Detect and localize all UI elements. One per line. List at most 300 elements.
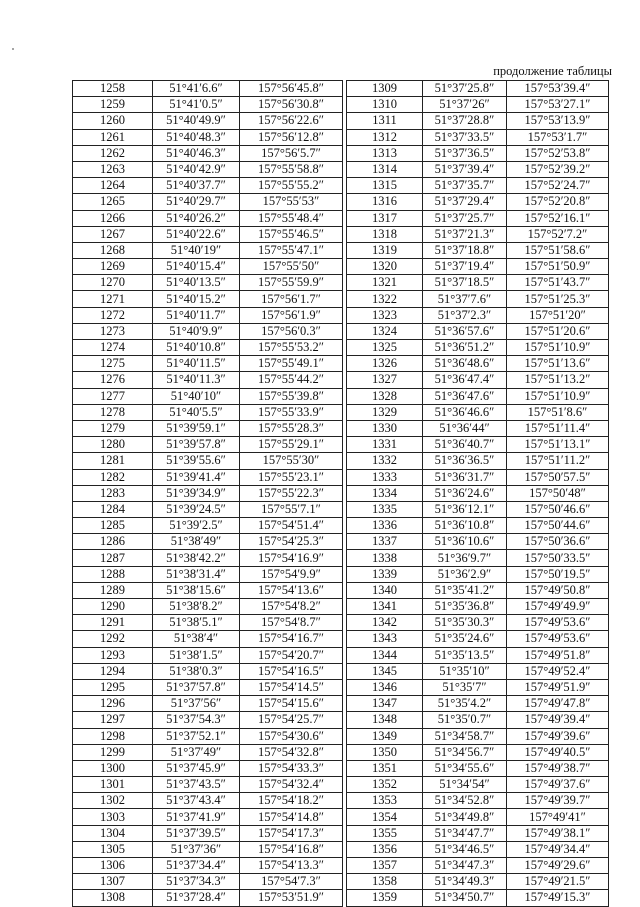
latitude-cell: 51°36′47.4″ bbox=[423, 372, 507, 388]
latitude-cell: 51°41′6.6″ bbox=[153, 81, 240, 97]
point-number-cell: 1278 bbox=[73, 404, 153, 420]
table-row bbox=[73, 663, 343, 679]
point-number-cell: 1281 bbox=[73, 453, 153, 469]
table-row bbox=[73, 501, 343, 517]
table-row bbox=[73, 874, 343, 890]
longitude-cell: 157°52′7.2″ bbox=[507, 226, 609, 242]
coordinates-table-left bbox=[72, 80, 343, 907]
longitude-cell: 157°49′39.4″ bbox=[507, 712, 609, 728]
table-row bbox=[347, 793, 609, 809]
longitude-cell: 157°50′19.5″ bbox=[507, 566, 609, 582]
longitude-cell: 157°54′51.4″ bbox=[240, 518, 343, 534]
table-row bbox=[347, 340, 609, 356]
point-number-cell: 1304 bbox=[73, 825, 153, 841]
table-row bbox=[347, 777, 609, 793]
latitude-cell: 51°34′46.5″ bbox=[423, 841, 507, 857]
longitude-cell: 157°54′30.6″ bbox=[240, 728, 343, 744]
coordinates-table-right bbox=[346, 80, 609, 907]
point-number-cell: 1300 bbox=[73, 760, 153, 776]
latitude-cell: 51°37′29.4″ bbox=[423, 194, 507, 210]
longitude-cell: 157°51′10.9″ bbox=[507, 388, 609, 404]
point-number-cell: 1280 bbox=[73, 437, 153, 453]
table-row bbox=[347, 679, 609, 695]
point-number-cell: 1335 bbox=[347, 501, 423, 517]
table-row bbox=[347, 744, 609, 760]
point-number-cell: 1353 bbox=[347, 793, 423, 809]
point-number-cell: 1299 bbox=[73, 744, 153, 760]
latitude-cell: 51°38′0.3″ bbox=[153, 663, 240, 679]
longitude-cell: 157°55′46.5″ bbox=[240, 226, 343, 242]
point-number-cell: 1339 bbox=[347, 566, 423, 582]
latitude-cell: 51°37′25.8″ bbox=[423, 81, 507, 97]
point-number-cell: 1276 bbox=[73, 372, 153, 388]
latitude-cell: 51°34′55.6″ bbox=[423, 760, 507, 776]
longitude-cell: 157°55′47.1″ bbox=[240, 242, 343, 258]
point-number-cell: 1344 bbox=[347, 647, 423, 663]
coordinates-table-left-body bbox=[73, 81, 343, 907]
latitude-cell: 51°39′57.8″ bbox=[153, 437, 240, 453]
point-number-cell: 1312 bbox=[347, 129, 423, 145]
latitude-cell: 51°37′2.3″ bbox=[423, 307, 507, 323]
table-row bbox=[347, 890, 609, 906]
table-row bbox=[347, 825, 609, 841]
latitude-cell: 51°34′58.7″ bbox=[423, 728, 507, 744]
point-number-cell: 1288 bbox=[73, 566, 153, 582]
latitude-cell: 51°40′37.7″ bbox=[153, 178, 240, 194]
table-row bbox=[347, 145, 609, 161]
latitude-cell: 51°40′13.5″ bbox=[153, 275, 240, 291]
point-number-cell: 1305 bbox=[73, 841, 153, 857]
table-row bbox=[347, 534, 609, 550]
table-row bbox=[347, 307, 609, 323]
table-row bbox=[73, 437, 343, 453]
point-number-cell: 1283 bbox=[73, 485, 153, 501]
table-row bbox=[347, 291, 609, 307]
point-number-cell: 1331 bbox=[347, 437, 423, 453]
latitude-cell: 51°37′18.5″ bbox=[423, 275, 507, 291]
latitude-cell: 51°36′36.5″ bbox=[423, 453, 507, 469]
latitude-cell: 51°36′46.6″ bbox=[423, 404, 507, 420]
table-row bbox=[73, 210, 343, 226]
latitude-cell: 51°38′49″ bbox=[153, 534, 240, 550]
coordinates-table-right-body bbox=[347, 81, 609, 907]
longitude-cell: 157°51′10.9″ bbox=[507, 340, 609, 356]
point-number-cell: 1330 bbox=[347, 420, 423, 436]
latitude-cell: 51°37′36.5″ bbox=[423, 145, 507, 161]
point-number-cell: 1357 bbox=[347, 858, 423, 874]
point-number-cell: 1328 bbox=[347, 388, 423, 404]
point-number-cell: 1329 bbox=[347, 404, 423, 420]
point-number-cell: 1313 bbox=[347, 145, 423, 161]
point-number-cell: 1259 bbox=[73, 97, 153, 113]
latitude-cell: 51°37′34.4″ bbox=[153, 858, 240, 874]
longitude-cell: 157°56′22.6″ bbox=[240, 113, 343, 129]
table-row bbox=[347, 550, 609, 566]
longitude-cell: 157°49′50.8″ bbox=[507, 582, 609, 598]
longitude-cell: 157°56′1.9″ bbox=[240, 307, 343, 323]
longitude-cell: 157°55′29.1″ bbox=[240, 437, 343, 453]
table-row bbox=[73, 679, 343, 695]
longitude-cell: 157°50′46.6″ bbox=[507, 501, 609, 517]
latitude-cell: 51°36′48.6″ bbox=[423, 356, 507, 372]
table-row bbox=[73, 97, 343, 113]
point-number-cell: 1309 bbox=[347, 81, 423, 97]
latitude-cell: 51°36′51.2″ bbox=[423, 340, 507, 356]
point-number-cell: 1351 bbox=[347, 760, 423, 776]
longitude-cell: 157°49′53.6″ bbox=[507, 631, 609, 647]
latitude-cell: 51°40′11.5″ bbox=[153, 356, 240, 372]
table-row bbox=[347, 210, 609, 226]
point-number-cell: 1323 bbox=[347, 307, 423, 323]
latitude-cell: 51°35′30.3″ bbox=[423, 615, 507, 631]
table-row bbox=[73, 404, 343, 420]
longitude-cell: 157°54′14.8″ bbox=[240, 809, 343, 825]
point-number-cell: 1350 bbox=[347, 744, 423, 760]
longitude-cell: 157°49′39.7″ bbox=[507, 793, 609, 809]
latitude-cell: 51°39′59.1″ bbox=[153, 420, 240, 436]
longitude-cell: 157°53′27.1″ bbox=[507, 97, 609, 113]
table-row bbox=[73, 178, 343, 194]
latitude-cell: 51°37′34.3″ bbox=[153, 874, 240, 890]
table-row bbox=[73, 582, 343, 598]
longitude-cell: 157°52′24.7″ bbox=[507, 178, 609, 194]
point-number-cell: 1279 bbox=[73, 420, 153, 436]
latitude-cell: 51°40′10″ bbox=[153, 388, 240, 404]
longitude-cell: 157°53′1.7″ bbox=[507, 129, 609, 145]
longitude-cell: 157°56′12.8″ bbox=[240, 129, 343, 145]
latitude-cell: 51°36′24.6″ bbox=[423, 485, 507, 501]
latitude-cell: 51°35′10″ bbox=[423, 663, 507, 679]
table-row bbox=[73, 760, 343, 776]
table-row bbox=[347, 453, 609, 469]
latitude-cell: 51°34′47.3″ bbox=[423, 858, 507, 874]
table-row bbox=[73, 145, 343, 161]
longitude-cell: 157°54′17.3″ bbox=[240, 825, 343, 841]
point-number-cell: 1334 bbox=[347, 485, 423, 501]
point-number-cell: 1298 bbox=[73, 728, 153, 744]
point-number-cell: 1291 bbox=[73, 615, 153, 631]
longitude-cell: 157°54′8.2″ bbox=[240, 599, 343, 615]
point-number-cell: 1319 bbox=[347, 242, 423, 258]
table-row bbox=[73, 485, 343, 501]
point-number-cell: 1272 bbox=[73, 307, 153, 323]
point-number-cell: 1295 bbox=[73, 679, 153, 695]
point-number-cell: 1337 bbox=[347, 534, 423, 550]
point-number-cell: 1354 bbox=[347, 809, 423, 825]
latitude-cell: 51°35′13.5″ bbox=[423, 647, 507, 663]
table-row bbox=[347, 696, 609, 712]
longitude-cell: 157°56′30.8″ bbox=[240, 97, 343, 113]
latitude-cell: 51°40′5.5″ bbox=[153, 404, 240, 420]
longitude-cell: 157°49′38.1″ bbox=[507, 825, 609, 841]
longitude-cell: 157°49′51.8″ bbox=[507, 647, 609, 663]
longitude-cell: 157°53′51.9″ bbox=[240, 890, 343, 906]
table-row bbox=[347, 226, 609, 242]
longitude-cell: 157°49′37.6″ bbox=[507, 777, 609, 793]
point-number-cell: 1266 bbox=[73, 210, 153, 226]
longitude-cell: 157°55′22.3″ bbox=[240, 485, 343, 501]
longitude-cell: 157°54′15.6″ bbox=[240, 696, 343, 712]
longitude-cell: 157°54′16.7″ bbox=[240, 631, 343, 647]
longitude-cell: 157°51′13.1″ bbox=[507, 437, 609, 453]
point-number-cell: 1262 bbox=[73, 145, 153, 161]
table-row bbox=[73, 388, 343, 404]
latitude-cell: 51°35′0.7″ bbox=[423, 712, 507, 728]
longitude-cell: 157°56′5.7″ bbox=[240, 145, 343, 161]
table-row bbox=[73, 453, 343, 469]
point-number-cell: 1338 bbox=[347, 550, 423, 566]
latitude-cell: 51°40′9.9″ bbox=[153, 323, 240, 339]
point-number-cell: 1271 bbox=[73, 291, 153, 307]
longitude-cell: 157°55′23.1″ bbox=[240, 469, 343, 485]
latitude-cell: 51°34′50.7″ bbox=[423, 890, 507, 906]
latitude-cell: 51°40′15.4″ bbox=[153, 259, 240, 275]
latitude-cell: 51°37′52.1″ bbox=[153, 728, 240, 744]
point-number-cell: 1316 bbox=[347, 194, 423, 210]
table-row bbox=[73, 696, 343, 712]
table-continuation-caption: продолжение таблицы bbox=[493, 64, 612, 78]
longitude-cell: 157°51′8.6″ bbox=[507, 404, 609, 420]
point-number-cell: 1267 bbox=[73, 226, 153, 242]
point-number-cell: 1307 bbox=[73, 874, 153, 890]
table-row bbox=[347, 404, 609, 420]
table-row bbox=[347, 275, 609, 291]
latitude-cell: 51°35′36.8″ bbox=[423, 599, 507, 615]
latitude-cell: 51°36′10.8″ bbox=[423, 518, 507, 534]
latitude-cell: 51°36′44″ bbox=[423, 420, 507, 436]
table-row bbox=[73, 129, 343, 145]
latitude-cell: 51°37′18.8″ bbox=[423, 242, 507, 258]
longitude-cell: 157°52′39.2″ bbox=[507, 161, 609, 177]
longitude-cell: 157°56′0.3″ bbox=[240, 323, 343, 339]
latitude-cell: 51°34′49.8″ bbox=[423, 809, 507, 825]
point-number-cell: 1311 bbox=[347, 113, 423, 129]
point-number-cell: 1261 bbox=[73, 129, 153, 145]
point-number-cell: 1314 bbox=[347, 161, 423, 177]
point-number-cell: 1320 bbox=[347, 259, 423, 275]
table-row bbox=[347, 728, 609, 744]
longitude-cell: 157°54′33.3″ bbox=[240, 760, 343, 776]
latitude-cell: 51°37′41.9″ bbox=[153, 809, 240, 825]
point-number-cell: 1349 bbox=[347, 728, 423, 744]
point-number-cell: 1282 bbox=[73, 469, 153, 485]
longitude-cell: 157°49′21.5″ bbox=[507, 874, 609, 890]
longitude-cell: 157°49′39.6″ bbox=[507, 728, 609, 744]
longitude-cell: 157°54′13.6″ bbox=[240, 582, 343, 598]
longitude-cell: 157°55′30″ bbox=[240, 453, 343, 469]
longitude-cell: 157°49′49.9″ bbox=[507, 599, 609, 615]
table-row bbox=[73, 647, 343, 663]
table-row bbox=[347, 518, 609, 534]
longitude-cell: 157°55′44.2″ bbox=[240, 372, 343, 388]
longitude-cell: 157°54′32.8″ bbox=[240, 744, 343, 760]
longitude-cell: 157°49′40.5″ bbox=[507, 744, 609, 760]
longitude-cell: 157°50′48″ bbox=[507, 485, 609, 501]
table-row bbox=[347, 437, 609, 453]
latitude-cell: 51°37′54.3″ bbox=[153, 712, 240, 728]
point-number-cell: 1348 bbox=[347, 712, 423, 728]
table-row bbox=[347, 178, 609, 194]
longitude-cell: 157°55′28.3″ bbox=[240, 420, 343, 436]
table-row bbox=[73, 825, 343, 841]
latitude-cell: 51°40′42.9″ bbox=[153, 161, 240, 177]
point-number-cell: 1292 bbox=[73, 631, 153, 647]
latitude-cell: 51°36′40.7″ bbox=[423, 437, 507, 453]
longitude-cell: 157°51′20″ bbox=[507, 307, 609, 323]
table-row bbox=[73, 81, 343, 97]
table-row bbox=[73, 161, 343, 177]
latitude-cell: 51°38′8.2″ bbox=[153, 599, 240, 615]
longitude-cell: 157°51′11.2″ bbox=[507, 453, 609, 469]
table-row bbox=[347, 615, 609, 631]
latitude-cell: 51°38′42.2″ bbox=[153, 550, 240, 566]
latitude-cell: 51°37′39.5″ bbox=[153, 825, 240, 841]
table-row bbox=[347, 809, 609, 825]
longitude-cell: 157°51′25.3″ bbox=[507, 291, 609, 307]
point-number-cell: 1289 bbox=[73, 582, 153, 598]
latitude-cell: 51°36′57.6″ bbox=[423, 323, 507, 339]
longitude-cell: 157°51′58.6″ bbox=[507, 242, 609, 258]
longitude-cell: 157°55′39.8″ bbox=[240, 388, 343, 404]
point-number-cell: 1265 bbox=[73, 194, 153, 210]
latitude-cell: 51°37′57.8″ bbox=[153, 679, 240, 695]
longitude-cell: 157°54′9.9″ bbox=[240, 566, 343, 582]
point-number-cell: 1273 bbox=[73, 323, 153, 339]
table-row bbox=[73, 275, 343, 291]
table-row bbox=[347, 599, 609, 615]
latitude-cell: 51°39′2.5″ bbox=[153, 518, 240, 534]
table-row bbox=[347, 242, 609, 258]
latitude-cell: 51°34′49.3″ bbox=[423, 874, 507, 890]
latitude-cell: 51°36′47.6″ bbox=[423, 388, 507, 404]
table-row bbox=[73, 599, 343, 615]
longitude-cell: 157°51′50.9″ bbox=[507, 259, 609, 275]
longitude-cell: 157°52′20.8″ bbox=[507, 194, 609, 210]
table-row bbox=[73, 744, 343, 760]
point-number-cell: 1341 bbox=[347, 599, 423, 615]
latitude-cell: 51°39′24.5″ bbox=[153, 501, 240, 517]
table-row bbox=[347, 161, 609, 177]
table-row bbox=[73, 841, 343, 857]
longitude-cell: 157°54′8.7″ bbox=[240, 615, 343, 631]
table-row bbox=[73, 372, 343, 388]
table-row bbox=[347, 485, 609, 501]
point-number-cell: 1284 bbox=[73, 501, 153, 517]
table-row bbox=[73, 113, 343, 129]
point-number-cell: 1306 bbox=[73, 858, 153, 874]
latitude-cell: 51°38′31.4″ bbox=[153, 566, 240, 582]
table-row bbox=[73, 420, 343, 436]
point-number-cell: 1264 bbox=[73, 178, 153, 194]
longitude-cell: 157°54′32.4″ bbox=[240, 777, 343, 793]
table-row bbox=[347, 323, 609, 339]
longitude-cell: 157°49′34.4″ bbox=[507, 841, 609, 857]
table-row bbox=[73, 615, 343, 631]
longitude-cell: 157°54′16.9″ bbox=[240, 550, 343, 566]
point-number-cell: 1343 bbox=[347, 631, 423, 647]
table-row bbox=[347, 582, 609, 598]
latitude-cell: 51°37′49″ bbox=[153, 744, 240, 760]
point-number-cell: 1318 bbox=[347, 226, 423, 242]
longitude-cell: 157°55′7.1″ bbox=[240, 501, 343, 517]
table-row bbox=[347, 874, 609, 890]
longitude-cell: 157°52′53.8″ bbox=[507, 145, 609, 161]
latitude-cell: 51°41′0.5″ bbox=[153, 97, 240, 113]
latitude-cell: 51°36′31.7″ bbox=[423, 469, 507, 485]
table-row bbox=[73, 728, 343, 744]
point-number-cell: 1325 bbox=[347, 340, 423, 356]
table-row bbox=[347, 663, 609, 679]
longitude-cell: 157°50′36.6″ bbox=[507, 534, 609, 550]
longitude-cell: 157°49′51.9″ bbox=[507, 679, 609, 695]
table-row bbox=[73, 259, 343, 275]
table-row bbox=[73, 469, 343, 485]
table-row bbox=[73, 307, 343, 323]
latitude-cell: 51°37′25.7″ bbox=[423, 210, 507, 226]
latitude-cell: 51°37′7.6″ bbox=[423, 291, 507, 307]
latitude-cell: 51°35′7″ bbox=[423, 679, 507, 695]
latitude-cell: 51°34′52.8″ bbox=[423, 793, 507, 809]
point-number-cell: 1286 bbox=[73, 534, 153, 550]
table-row bbox=[73, 242, 343, 258]
longitude-cell: 157°49′41″ bbox=[507, 809, 609, 825]
latitude-cell: 51°40′11.3″ bbox=[153, 372, 240, 388]
longitude-cell: 157°50′33.5″ bbox=[507, 550, 609, 566]
point-number-cell: 1297 bbox=[73, 712, 153, 728]
table-row bbox=[73, 858, 343, 874]
point-number-cell: 1332 bbox=[347, 453, 423, 469]
point-number-cell: 1302 bbox=[73, 793, 153, 809]
table-row bbox=[347, 81, 609, 97]
point-number-cell: 1359 bbox=[347, 890, 423, 906]
latitude-cell: 51°36′12.1″ bbox=[423, 501, 507, 517]
longitude-cell: 157°55′53.2″ bbox=[240, 340, 343, 356]
latitude-cell: 51°37′35.7″ bbox=[423, 178, 507, 194]
table-row bbox=[347, 469, 609, 485]
latitude-cell: 51°37′26″ bbox=[423, 97, 507, 113]
table-row bbox=[347, 501, 609, 517]
latitude-cell: 51°40′26.2″ bbox=[153, 210, 240, 226]
longitude-cell: 157°54′25.7″ bbox=[240, 712, 343, 728]
longitude-cell: 157°51′13.6″ bbox=[507, 356, 609, 372]
longitude-cell: 157°53′39.4″ bbox=[507, 81, 609, 97]
table-row bbox=[73, 550, 343, 566]
table-row bbox=[347, 858, 609, 874]
table-row bbox=[73, 323, 343, 339]
point-number-cell: 1347 bbox=[347, 696, 423, 712]
point-number-cell: 1274 bbox=[73, 340, 153, 356]
point-number-cell: 1310 bbox=[347, 97, 423, 113]
longitude-cell: 157°54′20.7″ bbox=[240, 647, 343, 663]
latitude-cell: 51°37′45.9″ bbox=[153, 760, 240, 776]
longitude-cell: 157°52′16.1″ bbox=[507, 210, 609, 226]
latitude-cell: 51°39′55.6″ bbox=[153, 453, 240, 469]
latitude-cell: 51°35′24.6″ bbox=[423, 631, 507, 647]
point-number-cell: 1346 bbox=[347, 679, 423, 695]
point-number-cell: 1308 bbox=[73, 890, 153, 906]
latitude-cell: 51°40′49.9″ bbox=[153, 113, 240, 129]
point-number-cell: 1290 bbox=[73, 599, 153, 615]
longitude-cell: 157°49′52.4″ bbox=[507, 663, 609, 679]
point-number-cell: 1301 bbox=[73, 777, 153, 793]
point-number-cell: 1269 bbox=[73, 259, 153, 275]
longitude-cell: 157°56′1.7″ bbox=[240, 291, 343, 307]
table-row bbox=[73, 518, 343, 534]
longitude-cell: 157°55′48.4″ bbox=[240, 210, 343, 226]
table-row bbox=[73, 194, 343, 210]
longitude-cell: 157°55′58.8″ bbox=[240, 161, 343, 177]
point-number-cell: 1315 bbox=[347, 178, 423, 194]
